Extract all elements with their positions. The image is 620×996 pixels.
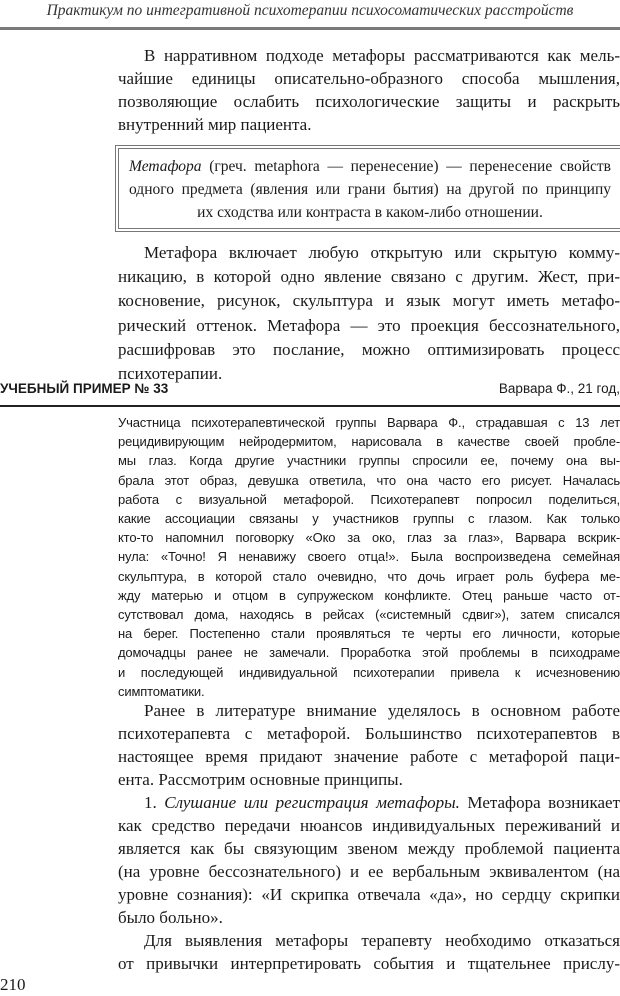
paragraph-literature — [118, 699, 620, 975]
text-line: позволяющие ослабить психологические защиты и раскрыть — [118, 92, 620, 111]
text-line — [118, 791, 620, 814]
text-line: жду матерью и отцом в супружеском конфликте. Отец раньше часто от- — [118, 587, 620, 603]
paragraph-narrative — [118, 44, 620, 136]
text-line: уровне сознания): «И скрипка отвечала «да», но сердцу скрипки — [118, 885, 620, 904]
text-line: косновение, рисунок, скульптура и язык могут иметь метафо- — [118, 291, 620, 311]
definition-term: Метафора — [129, 158, 202, 175]
text-line: Участница психотерапевтической группы Варвара Ф., страдавшая с 13 лет — [118, 415, 620, 430]
case-study-rule — [0, 405, 620, 407]
text-line: нула: «Точно! Я ненавижу своего отца!». Была воспроизведена семейная — [118, 549, 620, 565]
text-line: работа с визуальной метафорой. Психотерапевт попросил поделиться, — [118, 491, 620, 507]
text-line: ента. Рассмотрим основные принципы. — [118, 770, 403, 789]
case-study-person: Варвара Ф., 21 год, — [498, 381, 620, 396]
text-line: В нарративном подходе метафоры рассматриваются как мель- — [144, 46, 620, 65]
text-line: скульптура, в которой стало очевидно, что дочь играет роль буфера ме- — [118, 568, 620, 584]
text-line: рический оттенок. Метафора — это проекция бессознательного, — [118, 315, 620, 335]
definition-box — [115, 145, 620, 232]
page-number: 210 — [0, 975, 26, 994]
text-line: Для выявления метафоры терапевту необходимо отказаться — [144, 931, 620, 950]
text-line: мы глаз. Когда другие участники группы спросили ее, почему она вы- — [118, 453, 620, 469]
text-line: рецидивирующим нейродермитом, нарисовала в качестве своей пробле- — [118, 434, 620, 450]
header-rule — [0, 27, 620, 30]
text-span: Метафора возникает — [459, 793, 620, 812]
text-line: было больно». — [118, 908, 223, 927]
case-study-title: УЧЕБНЫЙ ПРИМЕР № 33 — [0, 381, 169, 396]
text-line: Ранее в литературе внимание уделялось в основном работе — [144, 701, 620, 720]
text-line: брала этот образ, девушка ответила, что она часто его рисует. Началась — [118, 472, 620, 488]
text-line: от привычки интерпретировать события и тщательнее прислу- — [118, 954, 620, 973]
case-study-text — [118, 413, 620, 701]
text-line: внутренний мир пациента. — [118, 115, 312, 134]
text-line: психотерапии. — [118, 364, 223, 384]
text-line: и последующей индивидуальной психотерапии привела к исчезновению — [118, 664, 620, 680]
definition-text: (греч. metaphora — перенесение) — перенесение свойств — [201, 158, 611, 175]
running-head: Практикум по интегративной психотерапии психосоматических расстройств — [46, 2, 574, 19]
text-line: как средство передачи нюансов индивидуальных переживаний и — [118, 816, 620, 835]
paragraph-identification — [118, 929, 620, 975]
definition-line: их сходства или контраста в каком-либо отношении. — [197, 204, 543, 221]
text-line: настоящее время придают значение работе с метафорой паци- — [118, 747, 620, 766]
principle-title: Слушание или регистрация метафоры. — [164, 793, 460, 812]
text-line: Метафора включает любую открытую или скрытую комму- — [144, 243, 620, 262]
text-line: (на уровне бессознательного) и ее вербальным эквивалентом (на — [118, 862, 620, 881]
text-line: на берег. Постепенно стали проявляться те черты его личности, которые — [118, 626, 620, 642]
text-line: какие ассоциации связаны у участников группы с глазом. Как только — [118, 511, 620, 527]
text-line: симптоматики. — [118, 683, 205, 699]
text-line: сутствовал дома, находясь в рейсах («системный сдвиг»), затем списался — [118, 607, 620, 623]
definition-line — [129, 155, 611, 178]
text-line: чайшие единицы описательно-образного способа мышления, — [118, 69, 620, 88]
paragraph-metaphor — [118, 241, 620, 386]
text-line: домочадцы ранее не замечали. Проработка этой проблемы в психодраме — [118, 645, 620, 661]
text-span: 1. — [144, 793, 165, 812]
text-line: никацию, в которой одно явление связано с другим. Жест, при- — [118, 267, 620, 287]
text-line: кто-то напомнил поговорку «Око за око, глаз за глаз», Варвара вскрик- — [118, 530, 620, 546]
text-line: расшифровав это послание, можно оптимизировать процесс — [118, 339, 620, 359]
definition-line: одного предмета (явления или грани бытия) на другой по принципу — [129, 181, 611, 198]
text-line: психотерапевта с метафорой. Большинство психотерапевтов в — [118, 724, 620, 743]
text-line: является как бы связующим звеном между проблемой пациента — [118, 839, 620, 858]
